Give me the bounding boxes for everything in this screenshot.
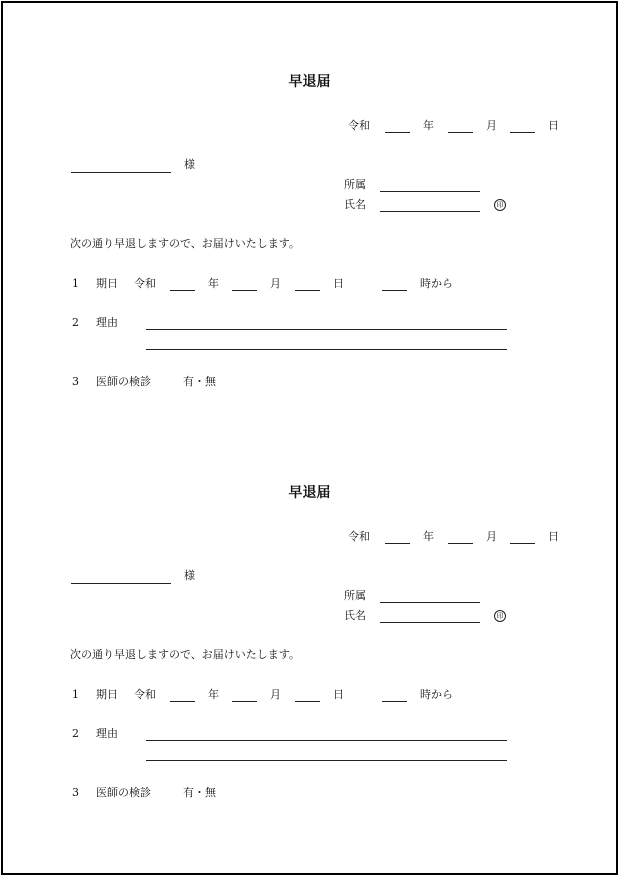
name-field[interactable] xyxy=(380,211,480,212)
early-leave-form-2 xyxy=(0,411,619,821)
item3-label: 医師の検診 xyxy=(96,375,151,388)
date-month-label: 月 xyxy=(486,530,497,543)
affiliation-field[interactable] xyxy=(380,191,480,192)
item1-day-label: 日 xyxy=(333,688,344,701)
item1-year-label: 年 xyxy=(208,277,219,290)
name-label: 氏名 xyxy=(344,198,366,211)
form-title: 早退届 xyxy=(288,74,331,90)
item2-label: 理由 xyxy=(96,727,118,740)
item3-options[interactable]: 有・無 xyxy=(183,375,216,388)
seal-mark: 印 xyxy=(494,199,506,211)
item1-from-label: 時から xyxy=(420,688,453,701)
date-day-field[interactable] xyxy=(510,132,535,133)
statement-text: 次の通り早退しますので、お届けいたします。 xyxy=(70,237,300,250)
name-label: 氏名 xyxy=(344,609,366,622)
date-month-field[interactable] xyxy=(448,543,473,544)
item1-label: 期日 xyxy=(96,688,118,701)
item2-number: 2 xyxy=(72,316,79,329)
date-year-field[interactable] xyxy=(385,543,410,544)
date-month-field[interactable] xyxy=(448,132,473,133)
item2-number: 2 xyxy=(72,727,79,740)
item1-month-label: 月 xyxy=(270,277,281,290)
reason-line-2[interactable] xyxy=(146,349,507,350)
date-year-label: 年 xyxy=(423,119,434,132)
date-month-label: 月 xyxy=(486,119,497,132)
date-year-label: 年 xyxy=(423,530,434,543)
name-field[interactable] xyxy=(380,622,480,623)
addressee-suffix: 様 xyxy=(184,569,195,582)
item3-label: 医師の検診 xyxy=(96,786,151,799)
reason-line-1[interactable] xyxy=(146,329,507,330)
item2-label: 理由 xyxy=(96,316,118,329)
addressee-field[interactable] xyxy=(71,583,171,584)
date-day-label: 日 xyxy=(548,119,559,132)
affiliation-label: 所属 xyxy=(344,589,366,602)
item1-hour-field[interactable] xyxy=(382,701,407,702)
reason-line-1[interactable] xyxy=(146,740,507,741)
item3-options[interactable]: 有・無 xyxy=(183,786,216,799)
item1-era: 令和 xyxy=(134,688,156,701)
addressee-field[interactable] xyxy=(71,172,171,173)
affiliation-label: 所属 xyxy=(344,178,366,191)
item1-number: 1 xyxy=(72,688,79,701)
item1-hour-field[interactable] xyxy=(382,290,407,291)
item3-number: 3 xyxy=(72,786,79,799)
date-era: 令和 xyxy=(348,530,370,543)
addressee-suffix: 様 xyxy=(184,158,195,171)
item1-year-field[interactable] xyxy=(170,701,195,702)
item1-label: 期日 xyxy=(96,277,118,290)
affiliation-field[interactable] xyxy=(380,602,480,603)
item1-day-field[interactable] xyxy=(295,701,320,702)
item1-era: 令和 xyxy=(134,277,156,290)
item1-month-field[interactable] xyxy=(232,701,257,702)
item3-number: 3 xyxy=(72,375,79,388)
item1-number: 1 xyxy=(72,277,79,290)
item1-from-label: 時から xyxy=(420,277,453,290)
early-leave-form-1 xyxy=(0,0,619,410)
item1-year-field[interactable] xyxy=(170,290,195,291)
reason-line-2[interactable] xyxy=(146,760,507,761)
date-day-label: 日 xyxy=(548,530,559,543)
item1-day-field[interactable] xyxy=(295,290,320,291)
item1-month-label: 月 xyxy=(270,688,281,701)
date-era: 令和 xyxy=(348,119,370,132)
item1-month-field[interactable] xyxy=(232,290,257,291)
item1-day-label: 日 xyxy=(333,277,344,290)
statement-text: 次の通り早退しますので、お届けいたします。 xyxy=(70,648,300,661)
form-title: 早退届 xyxy=(288,485,331,501)
item1-year-label: 年 xyxy=(208,688,219,701)
date-year-field[interactable] xyxy=(385,132,410,133)
seal-mark: 印 xyxy=(494,610,506,622)
date-day-field[interactable] xyxy=(510,543,535,544)
